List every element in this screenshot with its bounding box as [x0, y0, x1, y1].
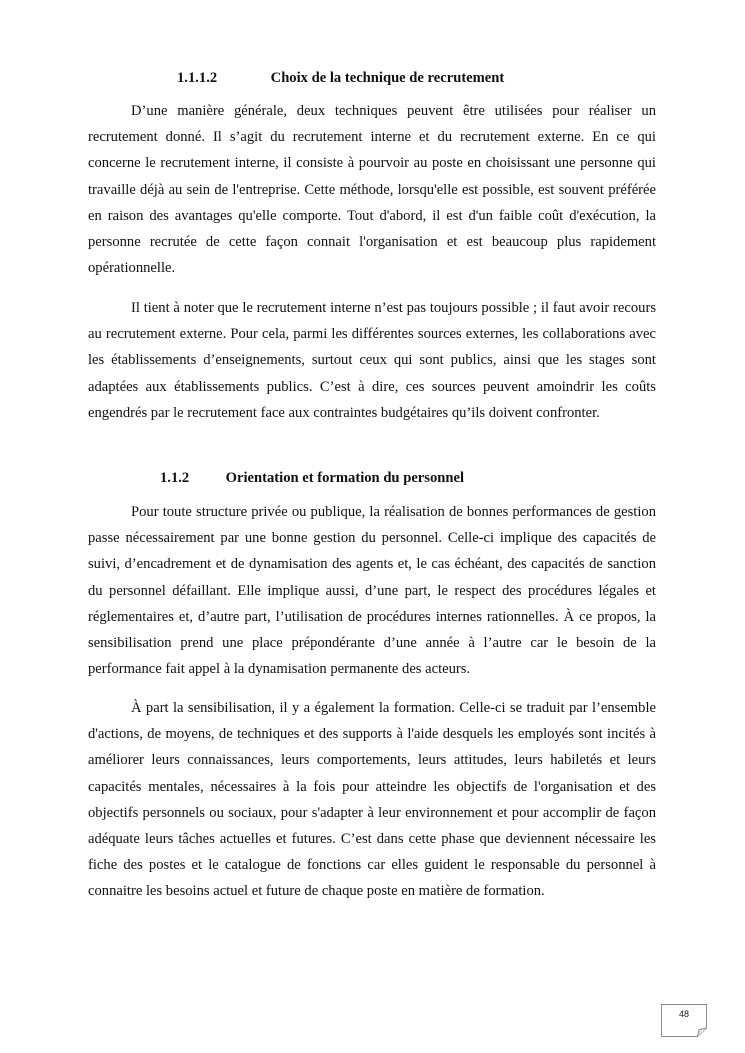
paragraph: Il tient à noter que le recrutement interne n’est pas toujours possible ; il faut avoir recours au recrutement externe. Pour cela, parmi les différentes sources externes, les collaborations avec les établissements d’enseignements, surtout ceux qui sont publics, ainsi que les stages sont adaptées aux établissements publics. C’est à dire, ces sources peuvent amoindrir les coûts engendrés par le recrutement face aux contraintes budgétaires qu’ils doivent confronter. — [88, 300, 656, 421]
section-number: 1.1.1.2 — [177, 70, 218, 86]
paragraph: À part la sensibilisation, il y a également la formation. Celle-ci se traduit par l’ensemble d'actions, de moyens, de techniques et des supports à l'aide desquels les employés sont incités à améliorer leurs connaissances, leurs comportements, leurs attitudes, leurs habiletés et leurs capacités mentales, nécessaires à la fois pour atteindre les objectifs de l'organisation et des objectifs personnels ou sociaux, pour s'adapter à leur environnement et pour accomplir de façon adéquate leurs tâches actuelles et futures. C’est dans cette phase que deviennent nécessaire les fiche des postes et le catalogue de fonctions car elles guident le responsable du personnel à connaitre les besoins actuel et future de chaque poste en matière de formation. — [88, 700, 656, 900]
section-heading-1-1-1-2 — [177, 70, 504, 87]
section-number: 1.1.2 — [160, 470, 190, 486]
section-title: Orientation et formation du personnel — [225, 470, 465, 486]
section-heading-1-1-2 — [160, 470, 464, 487]
paragraph: Pour toute structure privée ou publique, la réalisation de bonnes performances de gestion passe nécessairement par une bonne gestion du personnel. Celle-ci implique des capacités de suivi, d’encadrement et de dynamisation des agents et, le cas échéant, des capacités de sanction du personnel défaillant. Elle implique aussi, d’une part, le respect des procédures légales et réglementaires et, d’autre part, l’utilisation de procédures internes rationnelles. À ce propos, la sensibilisation prend une place prépondérante d’une année à l’autre car le besoin de la performance fait appel à la dynamisation permanente des acteurs. — [88, 504, 656, 678]
section-title: Choix de la technique de recrutement — [270, 70, 505, 86]
paragraph: D’une manière générale, deux techniques peuvent être utilisées pour réaliser un recrutement donné. Il s’agit du recrutement interne et du recrutement externe. En ce qui concerne le recrutement interne, il consiste à pourvoir au poste en choisissant une personne qui travaille déjà au sein de l'entreprise. Cette méthode, lorsqu'elle est possible, est souvent préférée en raison des avantages qu'elle comporte. Tout d'abord, il est d'un faible coût d'exécution, la personne recrutée de cette façon connait l'organisation et est beaucoup plus rapidement opérationnelle. — [88, 103, 656, 277]
page-number-box — [661, 1004, 707, 1037]
page-number: 48 — [678, 1009, 689, 1019]
